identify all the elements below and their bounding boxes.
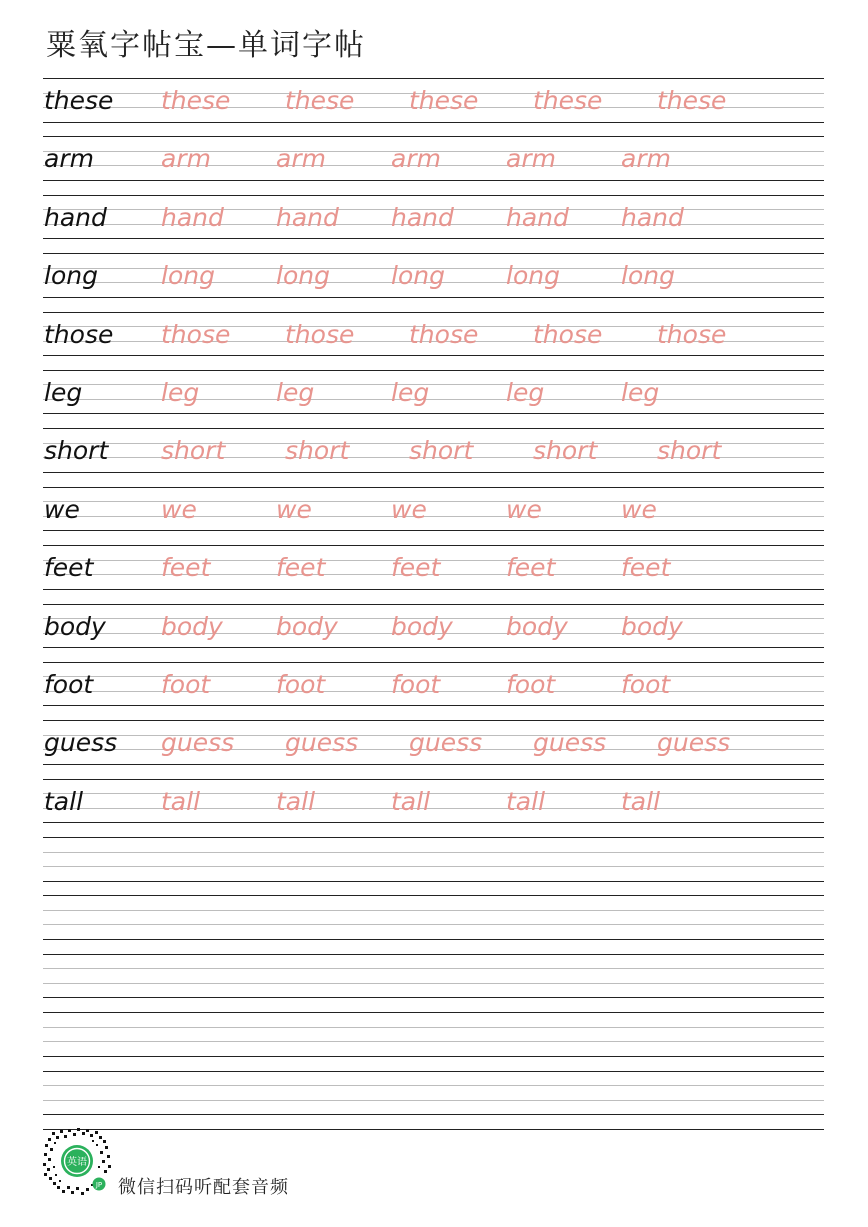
word-row bbox=[43, 720, 824, 778]
trace-word: hand bbox=[161, 202, 224, 232]
word-row bbox=[43, 545, 824, 603]
word-row bbox=[43, 662, 824, 720]
trace-word: leg bbox=[276, 377, 315, 407]
trace-word: tall bbox=[506, 786, 546, 816]
trace-word: tall bbox=[391, 786, 431, 816]
ruling-line-m2 bbox=[43, 866, 824, 867]
trace-word: foot bbox=[506, 669, 556, 699]
trace-word: those bbox=[409, 319, 479, 349]
trace-word: leg bbox=[506, 377, 545, 407]
trace-word: these bbox=[285, 86, 355, 115]
blank-practice-row bbox=[43, 837, 824, 895]
practice-word: foot bbox=[44, 669, 94, 699]
trace-word: guess bbox=[285, 728, 359, 758]
practice-word: arm bbox=[44, 144, 94, 174]
trace-word: feet bbox=[161, 553, 211, 583]
practice-sheet bbox=[43, 78, 824, 1130]
trace-word: these bbox=[409, 86, 479, 115]
word-row bbox=[43, 195, 824, 253]
ruling-line-base bbox=[43, 413, 824, 414]
blank-practice-row bbox=[43, 895, 824, 953]
practice-word: short bbox=[44, 436, 109, 466]
ruling-line-base bbox=[43, 297, 824, 298]
ruling-line-m1 bbox=[43, 968, 824, 969]
trace-word: body bbox=[391, 611, 453, 641]
trace-word: long bbox=[506, 261, 560, 291]
trace-word: short bbox=[657, 436, 722, 466]
trace-word: foot bbox=[391, 669, 441, 699]
ruling-line-top bbox=[43, 487, 824, 488]
trace-word: foot bbox=[276, 669, 326, 699]
ruling-line-m1 bbox=[43, 1027, 824, 1028]
ruling-line-top bbox=[43, 1071, 824, 1072]
trace-word: guess bbox=[409, 728, 483, 758]
ruling-line-base bbox=[43, 530, 824, 531]
practice-word: hand bbox=[44, 202, 107, 232]
ruling-line-top bbox=[43, 195, 824, 196]
trace-word: foot bbox=[161, 669, 211, 699]
trace-word: feet bbox=[391, 553, 441, 583]
ruling-line-top bbox=[43, 78, 824, 79]
trace-word: guess bbox=[533, 728, 607, 758]
ruling-line-base bbox=[43, 997, 824, 998]
trace-word: body bbox=[506, 611, 568, 641]
ruling-line-top bbox=[43, 954, 824, 955]
trace-word: arm bbox=[161, 144, 211, 174]
practice-word: guess bbox=[44, 728, 118, 758]
ruling-line-top bbox=[43, 253, 824, 254]
ruling-line-base bbox=[43, 1114, 824, 1115]
trace-word: long bbox=[391, 261, 445, 291]
practice-word: feet bbox=[44, 553, 94, 583]
trace-word: arm bbox=[506, 144, 556, 174]
ruling-line-m1 bbox=[43, 910, 824, 911]
trace-word: short bbox=[161, 436, 226, 466]
trace-word: short bbox=[409, 436, 474, 466]
qr-small-badge-label: JP bbox=[95, 1181, 103, 1189]
word-row bbox=[43, 253, 824, 311]
trace-word: short bbox=[533, 436, 598, 466]
ruling-line-top bbox=[43, 545, 824, 546]
ruling-line-top bbox=[43, 662, 824, 663]
qr-code-icon[interactable] bbox=[42, 1126, 112, 1196]
trace-word: leg bbox=[391, 377, 430, 407]
blank-practice-row bbox=[43, 1071, 824, 1129]
trace-word: feet bbox=[276, 553, 326, 583]
ruling-line-top bbox=[43, 837, 824, 838]
trace-word: hand bbox=[391, 202, 454, 232]
trace-word: these bbox=[657, 86, 727, 115]
ruling-line-m2 bbox=[43, 1100, 824, 1101]
ruling-line-top bbox=[43, 604, 824, 605]
trace-word: arm bbox=[391, 144, 441, 174]
practice-word: leg bbox=[44, 377, 83, 407]
trace-word: we bbox=[391, 494, 427, 524]
ruling-line-top bbox=[43, 895, 824, 896]
ruling-line-base bbox=[43, 472, 824, 473]
trace-word: feet bbox=[621, 553, 671, 583]
trace-word: tall bbox=[161, 786, 201, 816]
word-row bbox=[43, 428, 824, 486]
trace-word: leg bbox=[621, 377, 660, 407]
trace-word: tall bbox=[276, 786, 316, 816]
trace-word: guess bbox=[657, 728, 731, 758]
trace-word: hand bbox=[506, 202, 569, 232]
ruling-line-base bbox=[43, 705, 824, 706]
trace-word: foot bbox=[621, 669, 671, 699]
word-row bbox=[43, 78, 824, 136]
trace-word: these bbox=[161, 86, 231, 115]
ruling-line-top bbox=[43, 428, 824, 429]
trace-word: long bbox=[161, 261, 215, 291]
practice-word: these bbox=[44, 86, 114, 115]
footer-caption: 微信扫码听配套音频 bbox=[118, 1177, 289, 1198]
trace-word: body bbox=[276, 611, 338, 641]
page-title: 粟氧字帖宝—单词字帖 bbox=[46, 28, 366, 63]
practice-word: tall bbox=[44, 786, 84, 816]
ruling-line-m2 bbox=[43, 1041, 824, 1042]
practice-word: body bbox=[44, 611, 106, 641]
trace-word: those bbox=[657, 319, 727, 349]
trace-word: we bbox=[276, 494, 312, 524]
ruling-line-base bbox=[43, 180, 824, 181]
practice-word: those bbox=[44, 319, 114, 349]
trace-word: hand bbox=[276, 202, 339, 232]
word-row bbox=[43, 779, 824, 837]
trace-word: tall bbox=[621, 786, 661, 816]
ruling-line-top bbox=[43, 779, 824, 780]
practice-word: we bbox=[44, 494, 80, 524]
trace-word: hand bbox=[621, 202, 684, 232]
trace-word: body bbox=[621, 611, 683, 641]
ruling-line-m2 bbox=[43, 924, 824, 925]
word-row bbox=[43, 487, 824, 545]
word-row bbox=[43, 604, 824, 662]
ruling-line-m2 bbox=[43, 983, 824, 984]
trace-word: we bbox=[161, 494, 197, 524]
ruling-line-m1 bbox=[43, 852, 824, 853]
ruling-line-base bbox=[43, 647, 824, 648]
ruling-line-base bbox=[43, 764, 824, 765]
ruling-line-top bbox=[43, 312, 824, 313]
ruling-line-top bbox=[43, 1012, 824, 1013]
word-row bbox=[43, 370, 824, 428]
trace-word: these bbox=[533, 86, 603, 115]
trace-word: those bbox=[161, 319, 231, 349]
ruling-line-top bbox=[43, 370, 824, 371]
ruling-line-top bbox=[43, 136, 824, 137]
blank-practice-row bbox=[43, 1012, 824, 1070]
ruling-line-base bbox=[43, 939, 824, 940]
trace-word: we bbox=[506, 494, 542, 524]
trace-word: arm bbox=[621, 144, 671, 174]
ruling-line-base bbox=[43, 881, 824, 882]
ruling-line-base bbox=[43, 1056, 824, 1057]
trace-word: long bbox=[621, 261, 675, 291]
trace-word: guess bbox=[161, 728, 235, 758]
trace-word: short bbox=[285, 436, 350, 466]
trace-word: leg bbox=[161, 377, 200, 407]
ruling-line-base bbox=[43, 822, 824, 823]
trace-word: arm bbox=[276, 144, 326, 174]
trace-word: we bbox=[621, 494, 657, 524]
trace-word: those bbox=[285, 319, 355, 349]
word-row bbox=[43, 136, 824, 194]
trace-word: body bbox=[161, 611, 223, 641]
word-row bbox=[43, 312, 824, 370]
qr-badge-label: 英语 bbox=[67, 1157, 87, 1168]
trace-word: long bbox=[276, 261, 330, 291]
practice-word: long bbox=[44, 261, 98, 291]
ruling-line-base bbox=[43, 355, 824, 356]
ruling-line-m1 bbox=[43, 1085, 824, 1086]
footer bbox=[42, 1126, 362, 1198]
trace-word: those bbox=[533, 319, 603, 349]
ruling-line-top bbox=[43, 720, 824, 721]
ruling-line-base bbox=[43, 589, 824, 590]
ruling-line-base bbox=[43, 122, 824, 123]
ruling-line-base bbox=[43, 238, 824, 239]
trace-word: feet bbox=[506, 553, 556, 583]
blank-practice-row bbox=[43, 954, 824, 1012]
